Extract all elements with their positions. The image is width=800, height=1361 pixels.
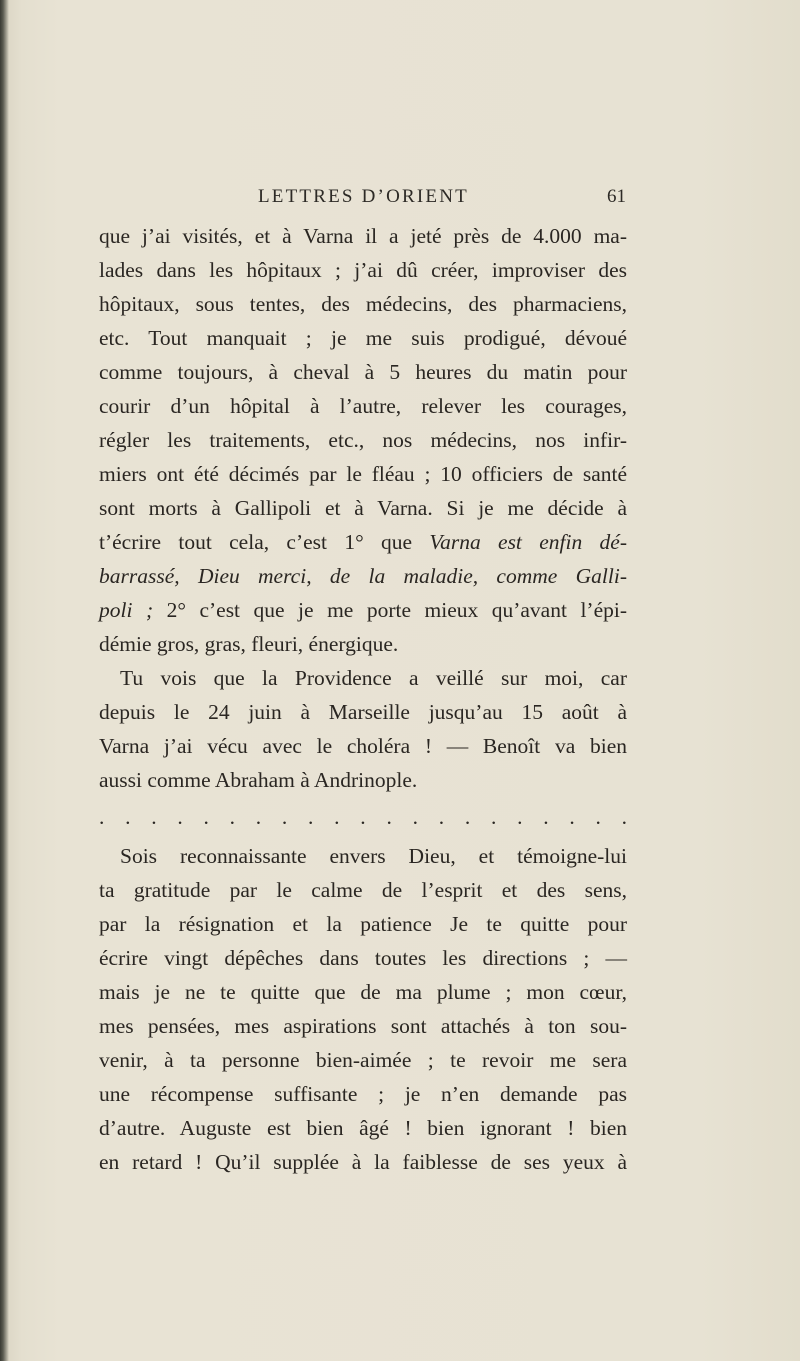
text-line: Sois reconnaissante envers Dieu, et témoigne-lui	[120, 844, 627, 868]
italic-segment: Varna est enfin dé-	[429, 530, 627, 554]
text-line: comme toujours, à cheval à 5 heures du matin pour	[99, 360, 627, 384]
text-line: sont morts à Gallipoli et à Varna. Si je me décide à	[99, 496, 627, 520]
text-line: par la résignation et la patience Je te quitte pour	[99, 912, 627, 936]
paragraph-1	[99, 219, 627, 661]
paragraph-3	[99, 839, 627, 1179]
text-line: lades dans les hôpitaux ; j’ai dû créer, improviser des	[99, 258, 627, 282]
text-line: depuis le 24 juin à Marseille jusqu’au 15 août à	[99, 700, 627, 724]
text-line: etc. Tout manquait ; je me suis prodigué, dévoué	[99, 326, 627, 350]
text-line: en retard ! Qu’il supplée à la faiblesse de ses yeux à	[99, 1150, 627, 1174]
running-title: LETTRES D’ORIENT	[258, 186, 469, 207]
text-line: Tu vois que la Providence a veillé sur moi, car	[120, 666, 627, 690]
text-line: courir d’un hôpital à l’autre, relever les courages,	[99, 394, 627, 418]
text-line	[99, 593, 627, 627]
paragraph-2	[99, 661, 627, 797]
text-line: écrire vingt dépêches dans toutes les directions ; —	[99, 946, 627, 970]
italic-segment: poli ;	[99, 598, 154, 622]
text-line: mes pensées, mes aspirations sont attachés à ton sou-	[99, 1014, 627, 1038]
italic-segment: barrassé, Dieu merci, de la maladie, comme Galli-	[99, 564, 627, 588]
text-line: ta gratitude par le calme de l’esprit et des sens,	[99, 878, 627, 902]
text-line	[99, 559, 627, 593]
body-text	[99, 219, 627, 1179]
page-number: 61	[607, 186, 626, 207]
text-line	[99, 525, 627, 559]
text-line: démie gros, gras, fleuri, énergique.	[99, 632, 399, 656]
text-line: Varna j’ai vécu avec le choléra ! — Benoît va bien	[99, 734, 627, 758]
text-line: venir, à ta personne bien-aimée ; te revoir me sera	[99, 1048, 627, 1072]
text-line: aussi comme Abraham à Andrinople.	[99, 768, 418, 792]
text-line: d’autre. Auguste est bien âgé ! bien ignorant ! bien	[99, 1116, 627, 1140]
page-binding-edge	[0, 0, 9, 1361]
page-header	[120, 186, 626, 214]
text-line: une récompense suffisante ; je n’en demande pas	[99, 1082, 627, 1106]
text-line: miers ont été décimés par le fléau ; 10 officiers de santé	[99, 462, 627, 486]
text-line: mais je ne te quitte que de ma plume ; mon cœur,	[99, 980, 627, 1004]
text-line: régler les traitements, etc., nos médecins, nos infir-	[99, 428, 627, 452]
text-line: que j’ai visités, et à Varna il a jeté près de 4.000 ma-	[99, 224, 627, 248]
text-line: hôpitaux, sous tentes, des médecins, des pharmaciens,	[99, 292, 627, 316]
section-separator: . . . . . . . . . . . . . . . . . . . . .	[99, 805, 627, 829]
text-segment: t’écrire tout cela, c’est 1° que	[99, 530, 430, 554]
text-segment: 2° c’est que je me porte mieux qu’avant l’épi-	[153, 598, 628, 622]
